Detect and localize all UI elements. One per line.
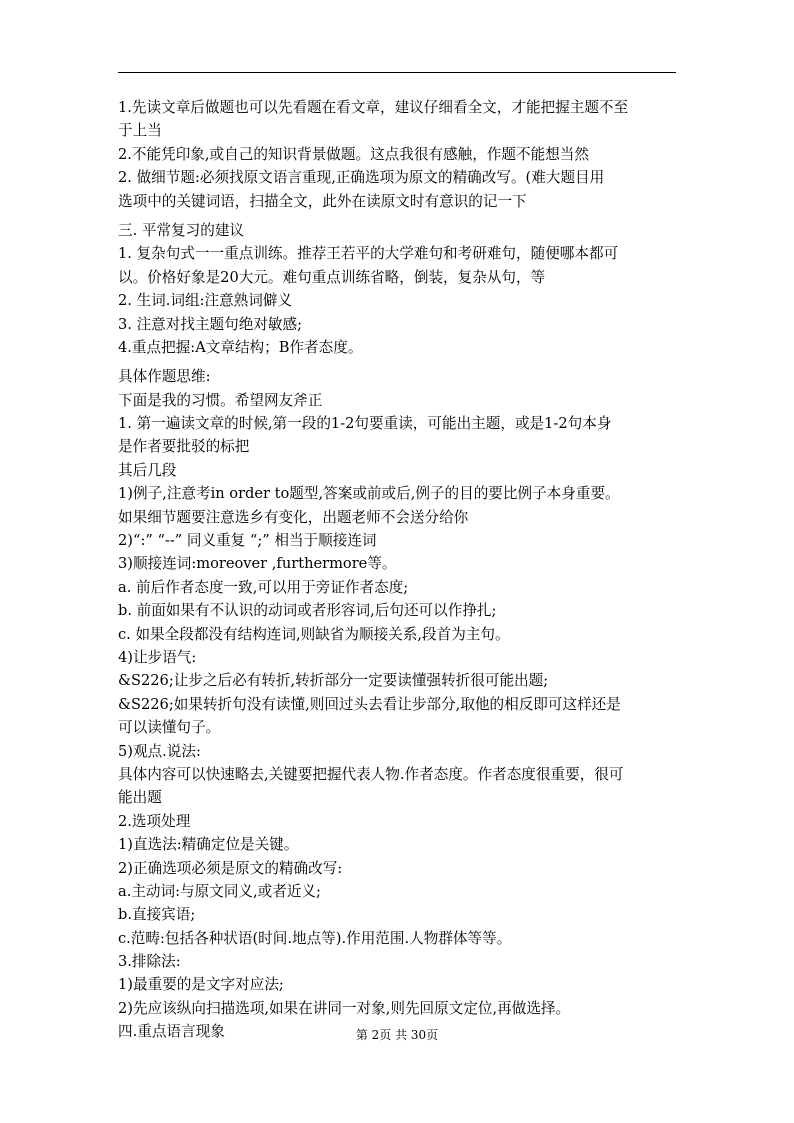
text-line: a.主动词:与原文同义,或者近义;	[118, 882, 321, 900]
text-line: 2)先应该纵向扫描选项,如果在讲同一对象,则先回原文定位,再做选择。	[118, 999, 571, 1017]
text-line: 可以读懂句子。	[118, 719, 221, 737]
text-line: 2. 做细节题:必须找原文语言重现,正确选项为原文的精确改写。(难大题目用	[118, 169, 605, 187]
text-line: 1)最重要的是文字对应法;	[118, 976, 284, 994]
text-line: 1)例子,注意考in order to题型,答案或前或后,例子的目的要比例子本身重要。	[118, 485, 620, 503]
text-line: 1. 第一遍读文章的时候,第一段的1-2句要重读，可能出主题，或是1-2句本身	[118, 415, 612, 433]
text-line: 能出题	[118, 789, 162, 807]
text-line: &S226;如果转折句没有读懂,则回过头去看让步部分,取他的相反即可这样还是	[118, 695, 621, 713]
document-body	[118, 96, 678, 1044]
header-rule	[118, 72, 676, 73]
text-line: b.直接宾语;	[118, 906, 196, 924]
text-line: 下面是我的习惯。希望网友斧正	[118, 391, 323, 409]
text-line: 2. 生词.词组:注意熟词僻义	[118, 292, 293, 310]
text-line: 3. 注意对找主题句绝对敏感;	[118, 315, 303, 333]
text-line: 1)直选法:精确定位是关键。	[118, 836, 299, 854]
text-line: 3.排除法:	[118, 953, 181, 971]
text-line: a. 前后作者态度一致,可以用于旁证作者态度;	[118, 578, 409, 596]
text-line: 2.不能凭印象,或自己的知识背景做题。这点我很有感触，作题不能想当然	[118, 145, 589, 163]
text-line: 4)让步语气:	[118, 648, 197, 666]
text-line: 2)“:” “--” 同义重复 “;” 相当于顺接连词	[118, 532, 377, 550]
text-line: 如果细节题要注意选乡有变化，出题老师不会送分给你	[118, 508, 469, 526]
section-heading: 四.重点语言现象	[118, 1023, 225, 1041]
section-heading: 三. 平常复习的建议	[118, 221, 245, 239]
text-line: c.范畴:包括各种状语(时间.地点等).作用范围.人物群体等等。	[118, 929, 512, 947]
text-line: &S226;让步之后必有转折,转折部分一定要读懂强转折很可能出题;	[118, 672, 549, 690]
text-line: 1. 复杂句式一一重点训练。推荐王若平的大学难句和考研难句，随便哪本都可	[118, 245, 619, 263]
text-line: 3)顺接连词:moreover ,furthermore等。	[118, 555, 397, 573]
text-line: 1.先读文章后做题也可以先看题在看文章，建议仔细看全文，才能把握主题不至	[118, 99, 629, 116]
text-line: 2.选项处理	[118, 812, 191, 830]
text-line: 具体作题思维:	[118, 368, 211, 386]
text-line: 具体内容可以快速略去,关键要把握代表人物.作者态度。作者态度很重要，很可	[118, 765, 624, 783]
text-line: b. 前面如果有不认识的动词或者形容词,后句还可以作挣扎;	[118, 602, 497, 620]
text-line: 以。价格好象是20大元。难句重点训练省略，倒装，复杂从句，等	[118, 268, 546, 286]
text-line: 4.重点把握:A文章结构；B作者态度。	[118, 338, 363, 356]
text-line: 5)观点.说法:	[118, 742, 201, 760]
text-line: 选项中的关键词语，扫描全文，此外在读原文时有意识的记一下	[118, 192, 527, 210]
text-line: 2)正确选项必须是原文的精确改写:	[118, 859, 343, 877]
text-line: 是作者要批驳的标把	[118, 438, 250, 456]
text-line: 于上当	[118, 122, 162, 140]
text-line: 其后几段	[118, 461, 177, 479]
page-footer: 第 2页 共 30页	[355, 1028, 439, 1042]
text-line: c. 如果全段都没有结构连词,则缺省为顺接关系,段首为主句。	[118, 625, 510, 643]
